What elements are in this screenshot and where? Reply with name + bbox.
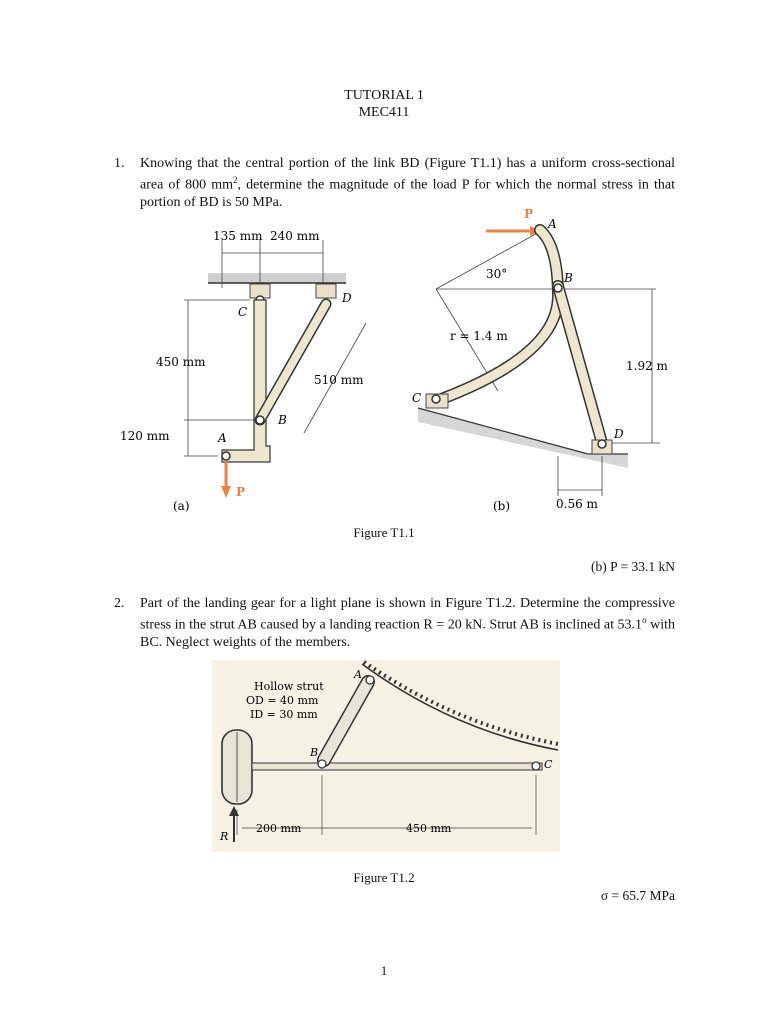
figure-t1-2 [212, 660, 560, 852]
dim-120: 120 mm [120, 429, 170, 443]
strut-od: OD = 40 mm [246, 694, 319, 707]
q2-text-a: Part of the landing gear for a light plane is shown in Figure T1.2. Determine the compressive stress in the strut AB caused by a landing reaction R = 20 kN. Strut AB is inclined at 53.1 [140, 596, 675, 633]
height-192: 1.92 m [626, 359, 668, 373]
figure-t1-2-caption: Figure T1.2 [353, 870, 415, 885]
q2-sup: o [642, 615, 647, 625]
page-number: 1 [380, 963, 388, 978]
angle-30: 30° [486, 267, 508, 281]
dim-450: 450 mm [156, 355, 206, 369]
dim-240: 240 mm [270, 229, 320, 243]
width-056: 0.56 m [556, 497, 598, 511]
pt-b-2: B [310, 746, 319, 759]
load-p-b: P [524, 207, 534, 221]
pt-a: A [218, 431, 227, 445]
pt-c: C [238, 305, 248, 319]
figure-t1-1-caption: Figure T1.1 [353, 525, 415, 540]
radius: r = 1.4 m [450, 329, 508, 343]
dim-200-2: 200 mm [256, 822, 302, 835]
q1-answer: (b) P = 33.1 kN [591, 559, 675, 574]
pt-a-2: A [354, 668, 362, 681]
pt-b-b: B [564, 271, 573, 285]
pt-c-2: C [544, 758, 553, 771]
q1-number: 1. [114, 156, 125, 171]
q2-text [140, 595, 675, 651]
q1-text-a: Knowing that the central portion of the link BD (Figure T1.1) has a uniform cross-sectional area of 800 mm [140, 156, 675, 193]
q2-number: 2. [114, 596, 125, 611]
q1-text-b: , determine the magnitude of the load P for which the normal stress in that portion of BD is 50 MPa. [140, 177, 675, 210]
strut-id: ID = 30 mm [250, 708, 318, 721]
pt-b: B [278, 413, 287, 427]
pt-c-b: C [412, 391, 422, 405]
sublabel-b: (b) [493, 499, 511, 513]
figure-t1-1a [118, 218, 364, 518]
q1-sup: 2 [233, 175, 238, 185]
q2-text-b: with BC. Neglect weights of the members. [140, 617, 675, 650]
dim-450-2: 450 mm [406, 822, 452, 835]
pt-d-b: D [614, 427, 624, 441]
pt-r: R [220, 830, 229, 843]
dim-135: 135 mm [213, 229, 263, 243]
doc-title: TUTORIAL 1 [344, 88, 424, 103]
q2-answer: σ = 65.7 MPa [600, 888, 675, 903]
pt-d: D [342, 291, 352, 305]
strut-title: Hollow strut [254, 680, 324, 693]
dim-510: 510 mm [314, 373, 364, 387]
sublabel-a: (a) [173, 499, 190, 513]
course-code: MEC411 [358, 105, 410, 120]
q1-text [140, 155, 675, 211]
pt-a-b: A [548, 217, 557, 231]
load-p-a: P [236, 485, 246, 499]
figure-t1-1b [398, 206, 680, 518]
